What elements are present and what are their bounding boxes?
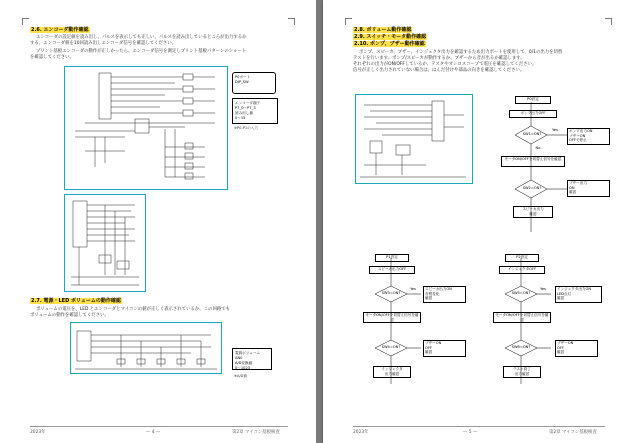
- flow-start: P2設定: [505, 254, 539, 262]
- flow-side-box: [567, 128, 610, 145]
- flow-side-line: 確認: [557, 350, 565, 354]
- flow-side-line: ON: [569, 185, 575, 190]
- footer-right: 第2章 マイコン基板検査: [549, 430, 597, 435]
- flow-side-box: [423, 340, 466, 357]
- flow-io: モータON/OFFを切替え信号を確認: [363, 312, 421, 323]
- flow-yes-label: Yes: [410, 287, 416, 291]
- flow-side-line: 確認: [425, 296, 433, 300]
- schematic-figure-1: [64, 66, 228, 190]
- circuit-diagram: [65, 195, 145, 291]
- flow-side-line: ブザー出力: [569, 181, 587, 185]
- crop-mark: [22, 18, 29, 25]
- flow-decision: SW4=ON?: [381, 345, 401, 349]
- crop-mark: [605, 18, 612, 25]
- annotation-box: [232, 98, 278, 124]
- flow-process: [373, 366, 411, 378]
- flow-side-line: OFF: [557, 345, 564, 350]
- note-line: エンコーダ端子: [235, 101, 261, 105]
- body-text-line: それぞれの出力がON/OFFしているか、テスタやオシロスコープで電圧を確認してください。: [353, 62, 537, 67]
- body-text-line: 信号が正しく出力されていない場合は、はんだ付けや部品の向きを確認してください。: [353, 68, 525, 73]
- flow-process-line: インジェクタ: [381, 367, 403, 371]
- flow-decision: SW6=ON?: [511, 345, 531, 349]
- page-number: — 4 —: [146, 430, 161, 435]
- flow-side-line: ブザーON: [557, 341, 574, 345]
- note-line: 電源ボリューム: [235, 351, 261, 355]
- flow-process: ポンプ出力OFF: [509, 110, 557, 118]
- flow-side-line: 音程変化: [425, 291, 440, 296]
- flow-decision: SW3=ON?: [381, 291, 401, 295]
- flow-side-line: 確認: [569, 190, 577, 194]
- note-line: P7_0〜P7_3: [235, 106, 256, 110]
- flow-process-line: スピーカ出力: [522, 207, 544, 211]
- flow-side-line: 確認: [557, 296, 565, 300]
- body-text-line: する。エンコーダ値を10回読み出しエンコーダ信号を確認してください。: [30, 41, 177, 46]
- flow-process: [513, 206, 553, 218]
- body-text-line: テストを行います。ポンプ/スピーカが動作するか、ブザーから音が出るか確認します。: [353, 56, 525, 61]
- flow-process-line: 出力確認: [384, 371, 400, 376]
- section-heading: 2.9. スイッチ・モータ動作確認: [354, 34, 427, 40]
- body-text-line: を確認してください。: [30, 55, 74, 60]
- body-text-line: ボンプ、スピーカ、ブザー、インジェクタ出力を確認するため出力ポートを使用して、0/1の出力を切替: [359, 50, 563, 55]
- page-gutter: [316, 0, 323, 443]
- figure-caption: ※P0-P1の入力: [234, 126, 258, 130]
- schematic-figure-3: [70, 322, 222, 374]
- footer-left: 2023年: [30, 430, 46, 435]
- flow-process: [503, 366, 541, 378]
- document-page-right: [323, 0, 632, 443]
- flow-side-line: ブザーON: [425, 341, 442, 345]
- body-text-line: エンコーダの設定値を読み出し、パルスを表示しても正しい、パルスを読み出しているところが出力するか: [36, 35, 247, 40]
- body-text-line: ボリュームの動作を確認してください。: [30, 313, 109, 318]
- note-line: 0〜1023: [235, 366, 251, 370]
- note-line: DIP_SW: [235, 80, 249, 84]
- body-text-line: プリント基板エンコーダの動作が正しかったら、エンコーダ信号を測定しプリント基板パターンのショート: [36, 49, 247, 54]
- flow-side-line: スピーカ出力ON: [425, 287, 452, 291]
- flow-process-line: 確認: [529, 211, 537, 216]
- flow-start: P0設定: [515, 96, 551, 104]
- flow-io: モータON/OFFを切替え信号を確認: [501, 156, 565, 167]
- flow-no-label: No: [535, 146, 541, 150]
- flow-decision: SW5=ON?: [511, 291, 531, 295]
- footer-left: 2023年: [353, 430, 369, 435]
- flow-process: スピーカ出力OFF: [369, 266, 415, 274]
- flow-io: モータON/OFFを切替え信号を確認: [493, 312, 551, 323]
- flow-side-line: ブザーON: [569, 133, 586, 138]
- flow-side-line: インジェクタ出力ON: [557, 287, 592, 291]
- note-line: AN0: [235, 356, 243, 360]
- schematic-figure-2: [64, 194, 146, 292]
- circuit-diagram: [356, 95, 472, 183]
- crop-mark: [288, 18, 295, 25]
- note-line: 0〜15: [235, 116, 246, 120]
- body-text-line: ボリュームの電圧を、LED とエンコーダとマイコンの値が正しく表示されているか、この回路でも: [36, 307, 231, 312]
- annotation-box: [232, 72, 276, 94]
- section-heading: 2.6. エンコーダ動作確認: [31, 27, 89, 33]
- footer-right: 第2章 マイコン基板検査: [232, 430, 280, 435]
- flow-decision: SW1=ON?: [522, 132, 542, 136]
- flow-side-box: [423, 286, 466, 303]
- note-line: A/D変換値: [235, 361, 253, 365]
- footer-rule: [353, 426, 605, 427]
- section-heading: 2.10. ポンプ、ブザー動作確認: [354, 41, 425, 47]
- figure-caption: ※A/D値: [234, 374, 248, 378]
- flow-side-box: [555, 286, 602, 303]
- flow-decision: SW2=ON?: [522, 186, 542, 190]
- flow-side-line: OFFで停止: [569, 138, 587, 142]
- flow-side-box: [567, 180, 610, 197]
- flow-yes-label: Yes: [552, 128, 558, 132]
- flow-process-line: テスト終了: [513, 367, 531, 371]
- crop-mark: [345, 18, 352, 25]
- note-line: P0ポート: [235, 75, 251, 79]
- annotation-box: [232, 348, 272, 370]
- circuit-diagram: [65, 67, 227, 189]
- flow-process: インジェクタOFF: [499, 266, 545, 274]
- footer-rule: [30, 426, 288, 427]
- flow-side-line: LED点灯: [557, 291, 572, 296]
- note-line: 読み出し値: [235, 111, 253, 115]
- flow-side-box: [555, 340, 598, 357]
- flow-side-line: 確認: [425, 350, 433, 354]
- schematic-figure-4: [355, 94, 473, 184]
- circuit-diagram: [71, 323, 221, 373]
- flow-yes-label: Yes: [540, 287, 546, 291]
- flow-process-line: 出力確認: [514, 371, 530, 376]
- section-heading: 2.7. 電源・LED ボリュームの動作確認: [31, 298, 121, 304]
- section-heading: 2.8. ボリューム動作確認: [354, 27, 412, 33]
- flow-start: P1設定: [375, 254, 409, 262]
- page-number: — 5 —: [463, 430, 478, 435]
- flow-side-line: ポンプ出力ON: [569, 129, 593, 133]
- flow-side-line: OFF: [425, 345, 432, 350]
